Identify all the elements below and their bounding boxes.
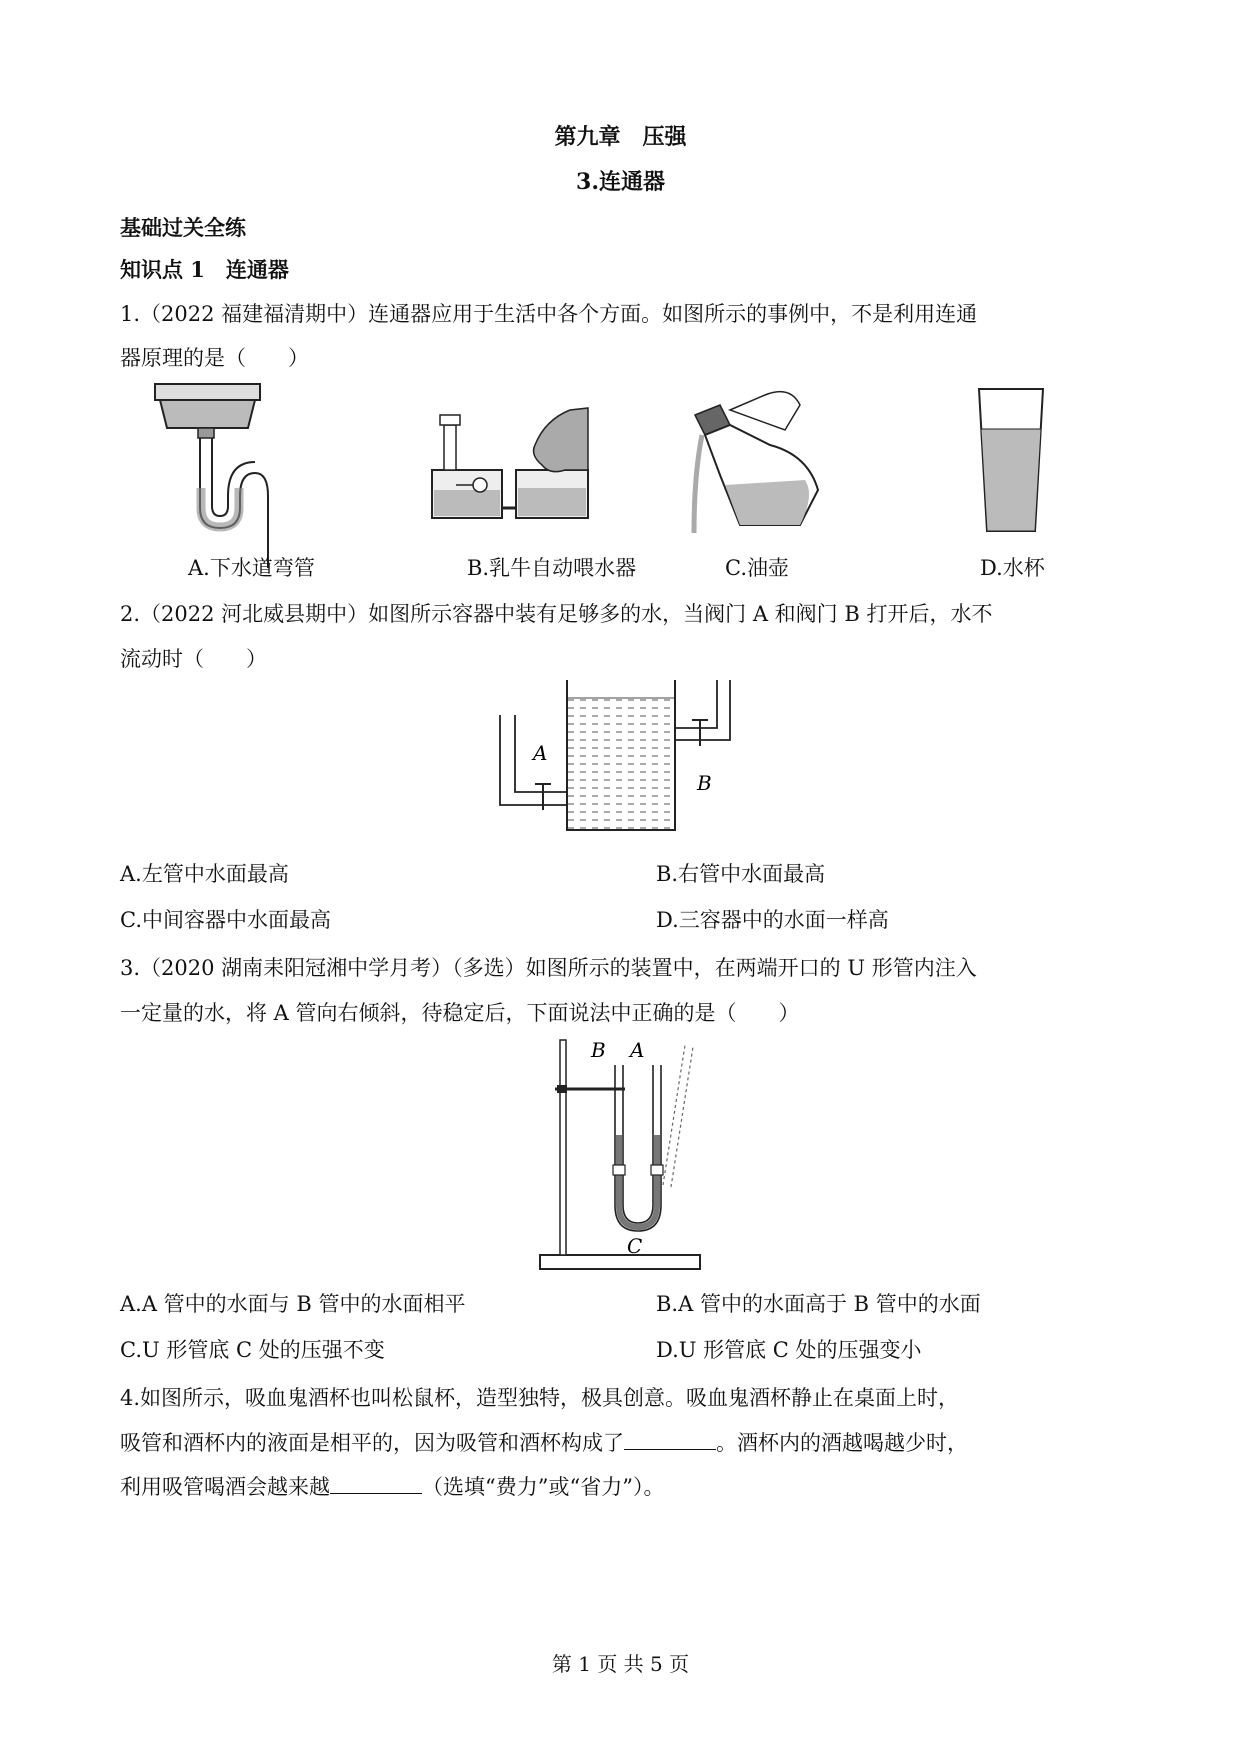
q4-blank-2[interactable] (330, 1475, 422, 1494)
q1-caption-b: B.乳牛自动喂水器 (467, 556, 637, 580)
figure-sink-trap (150, 378, 270, 568)
q2-option-c: C.中间容器中水面最高 (120, 908, 331, 932)
q3-text-line1: 3.（2020 湖南耒阳冠湘中学月考）（多选）如图所示的装置中，在两端开口的 U 形管内注入 (120, 956, 977, 980)
q1-caption-c: C.油壶 (725, 556, 789, 580)
figure-water-cup (975, 385, 1047, 535)
q4-line3-part2: （选填“费力”或“省力”）。 (422, 1475, 665, 1499)
q4-text-line1: 4.如图所示，吸血鬼酒杯也叫松鼠杯，造型独特，极具创意。吸血鬼酒杯静止在桌面上时， (120, 1386, 960, 1410)
chapter-title: 第九章 压强 (554, 124, 687, 150)
q3-option-d: D.U 形管底 C 处的压强变小 (656, 1338, 922, 1362)
lesson-title: 3.连通器 (576, 169, 665, 195)
valve-b-label: B (697, 771, 712, 795)
figure-oil-pot (680, 385, 820, 535)
q2-option-b: B.右管中水面最高 (656, 862, 826, 886)
q1-text-line2: 器原理的是（ ） (120, 346, 309, 370)
q2-text-line2: 流动时（ ） (120, 647, 267, 671)
q2-option-a: A.左管中水面最高 (120, 862, 289, 886)
tube-b-label: B (591, 1038, 606, 1062)
q4-blank-1[interactable] (624, 1431, 716, 1450)
q3-option-c: C.U 形管底 C 处的压强不变 (120, 1338, 385, 1362)
section-basic: 基础过关全练 (120, 215, 246, 240)
figure-cow-feeder (430, 400, 590, 525)
section-knowledge: 知识点 1 连通器 (120, 257, 289, 282)
tube-a-label: A (630, 1038, 645, 1062)
q2-option-d: D.三容器中的水面一样高 (656, 908, 889, 932)
q2-text-line1: 2.（2022 河北威县期中）如图所示容器中装有足够多的水，当阀门 A 和阀门 B 打开后，水不 (120, 602, 993, 626)
q3-text-line2: 一定量的水，将 A 管向右倾斜，待稳定后，下面说法中正确的是（ ） (120, 1001, 800, 1025)
page-footer: 第 1 页 共 5 页 (551, 1652, 690, 1676)
q3-option-a: A.A 管中的水面与 B 管中的水面相平 (120, 1292, 466, 1316)
figure-u-tube (535, 1035, 720, 1275)
point-c-label: C (627, 1234, 643, 1258)
q4-line2-part2: 。酒杯内的酒越喝越少时， (716, 1431, 968, 1455)
valve-a-label: A (533, 741, 548, 765)
q4-line2-part1: 吸管和酒杯内的液面是相平的，因为吸管和酒杯构成了 (120, 1431, 624, 1455)
figure-valve-container (495, 680, 745, 840)
q1-caption-d: D.水杯 (980, 556, 1045, 580)
q4-text-line3 (120, 1471, 664, 1501)
q4-text-line2 (120, 1427, 968, 1457)
q4-line3-part1: 利用吸管喝酒会越来越 (120, 1475, 330, 1499)
q1-caption-a: A.下水道弯管 (188, 556, 315, 580)
q1-text-line1: 1.（2022 福建福清期中）连通器应用于生活中各个方面。如图所示的事例中，不是利用连通 (120, 302, 978, 326)
q3-option-b: B.A 管中的水面高于 B 管中的水面 (656, 1292, 981, 1316)
